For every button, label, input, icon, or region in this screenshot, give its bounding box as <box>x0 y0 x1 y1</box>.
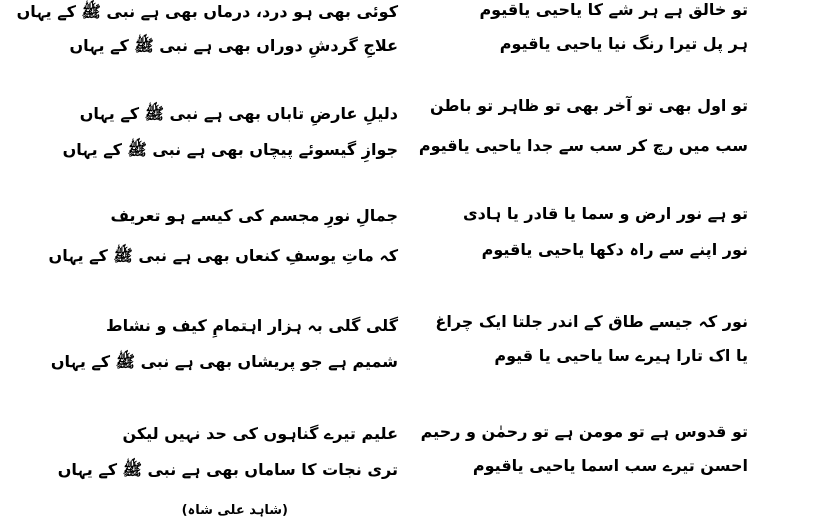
hamd-line-6: نور اپنے سے راہ دکھا یاحیی یاقیوم <box>481 240 748 259</box>
poet-signature: (شاہد علی شاہ) <box>181 503 288 518</box>
naat-line-2: علاجِ گردشِ دوراں بھی ہے نبی ﷺ کے یہاں <box>69 36 398 55</box>
naat-line-7: گلی گلی بہ ہزار اہتمامِ کیف و نشاط <box>105 316 398 335</box>
hamd-line-5: تو ہے نور ارض و سما یا قادر یا ہادی <box>463 204 748 223</box>
hamd-line-10: احسن تیرے سب اسما یاحیی یاقیوم <box>472 456 748 475</box>
naat-line-6: کہ ماتِ یوسفِ کنعاں بھی ہے نبی ﷺ کے یہاں <box>48 246 398 265</box>
naat-line-5: جمالِ نورِ مجسم کی کیسے ہو تعریف <box>110 206 398 225</box>
hamd-line-9: تو قدوس ہے تو مومن ہے تو رحمٰن و رحیم <box>420 422 748 441</box>
naat-line-1: کوئی بھی ہو درد، درماں بھی ہے نبی ﷺ کے یہاں <box>16 2 398 21</box>
naat-line-9: علیم تیرے گناہوں کی حد نہیں لیکن <box>122 424 398 443</box>
naat-line-8: شمیم ہے جو پریشاں بھی ہے نبی ﷺ کے یہاں <box>50 352 398 371</box>
hamd-line-2: ہر پل تیرا رنگ نیا یاحیی یاقیوم <box>499 34 748 53</box>
hamd-line-7: نور کہ جیسے طاق کے اندر جلتا ایک چراغ <box>435 312 748 331</box>
hamd-line-3: تو اول بھی تو آخر بھی تو ظاہر تو باطن <box>430 96 748 115</box>
hamd-line-1: تو خالق ہے ہر شے کا یاحیی یاقیوم <box>479 0 748 19</box>
naat-line-10: تری نجات کا ساماں بھی ہے نبی ﷺ کے یہاں <box>57 460 398 479</box>
naat-line-3: دلیلِ عارضِ تاباں بھی ہے نبی ﷺ کے یہاں <box>79 104 398 123</box>
hamd-line-8: یا اک تارا ہیرے سا یاحیی یا قیوم <box>494 346 748 365</box>
hamd-line-4: سب میں رچ کر سب سے جدا یاحیی یاقیوم <box>418 136 748 155</box>
naat-line-4: جوازِ گیسوئے پیچاں بھی ہے نبی ﷺ کے یہاں <box>62 140 398 159</box>
